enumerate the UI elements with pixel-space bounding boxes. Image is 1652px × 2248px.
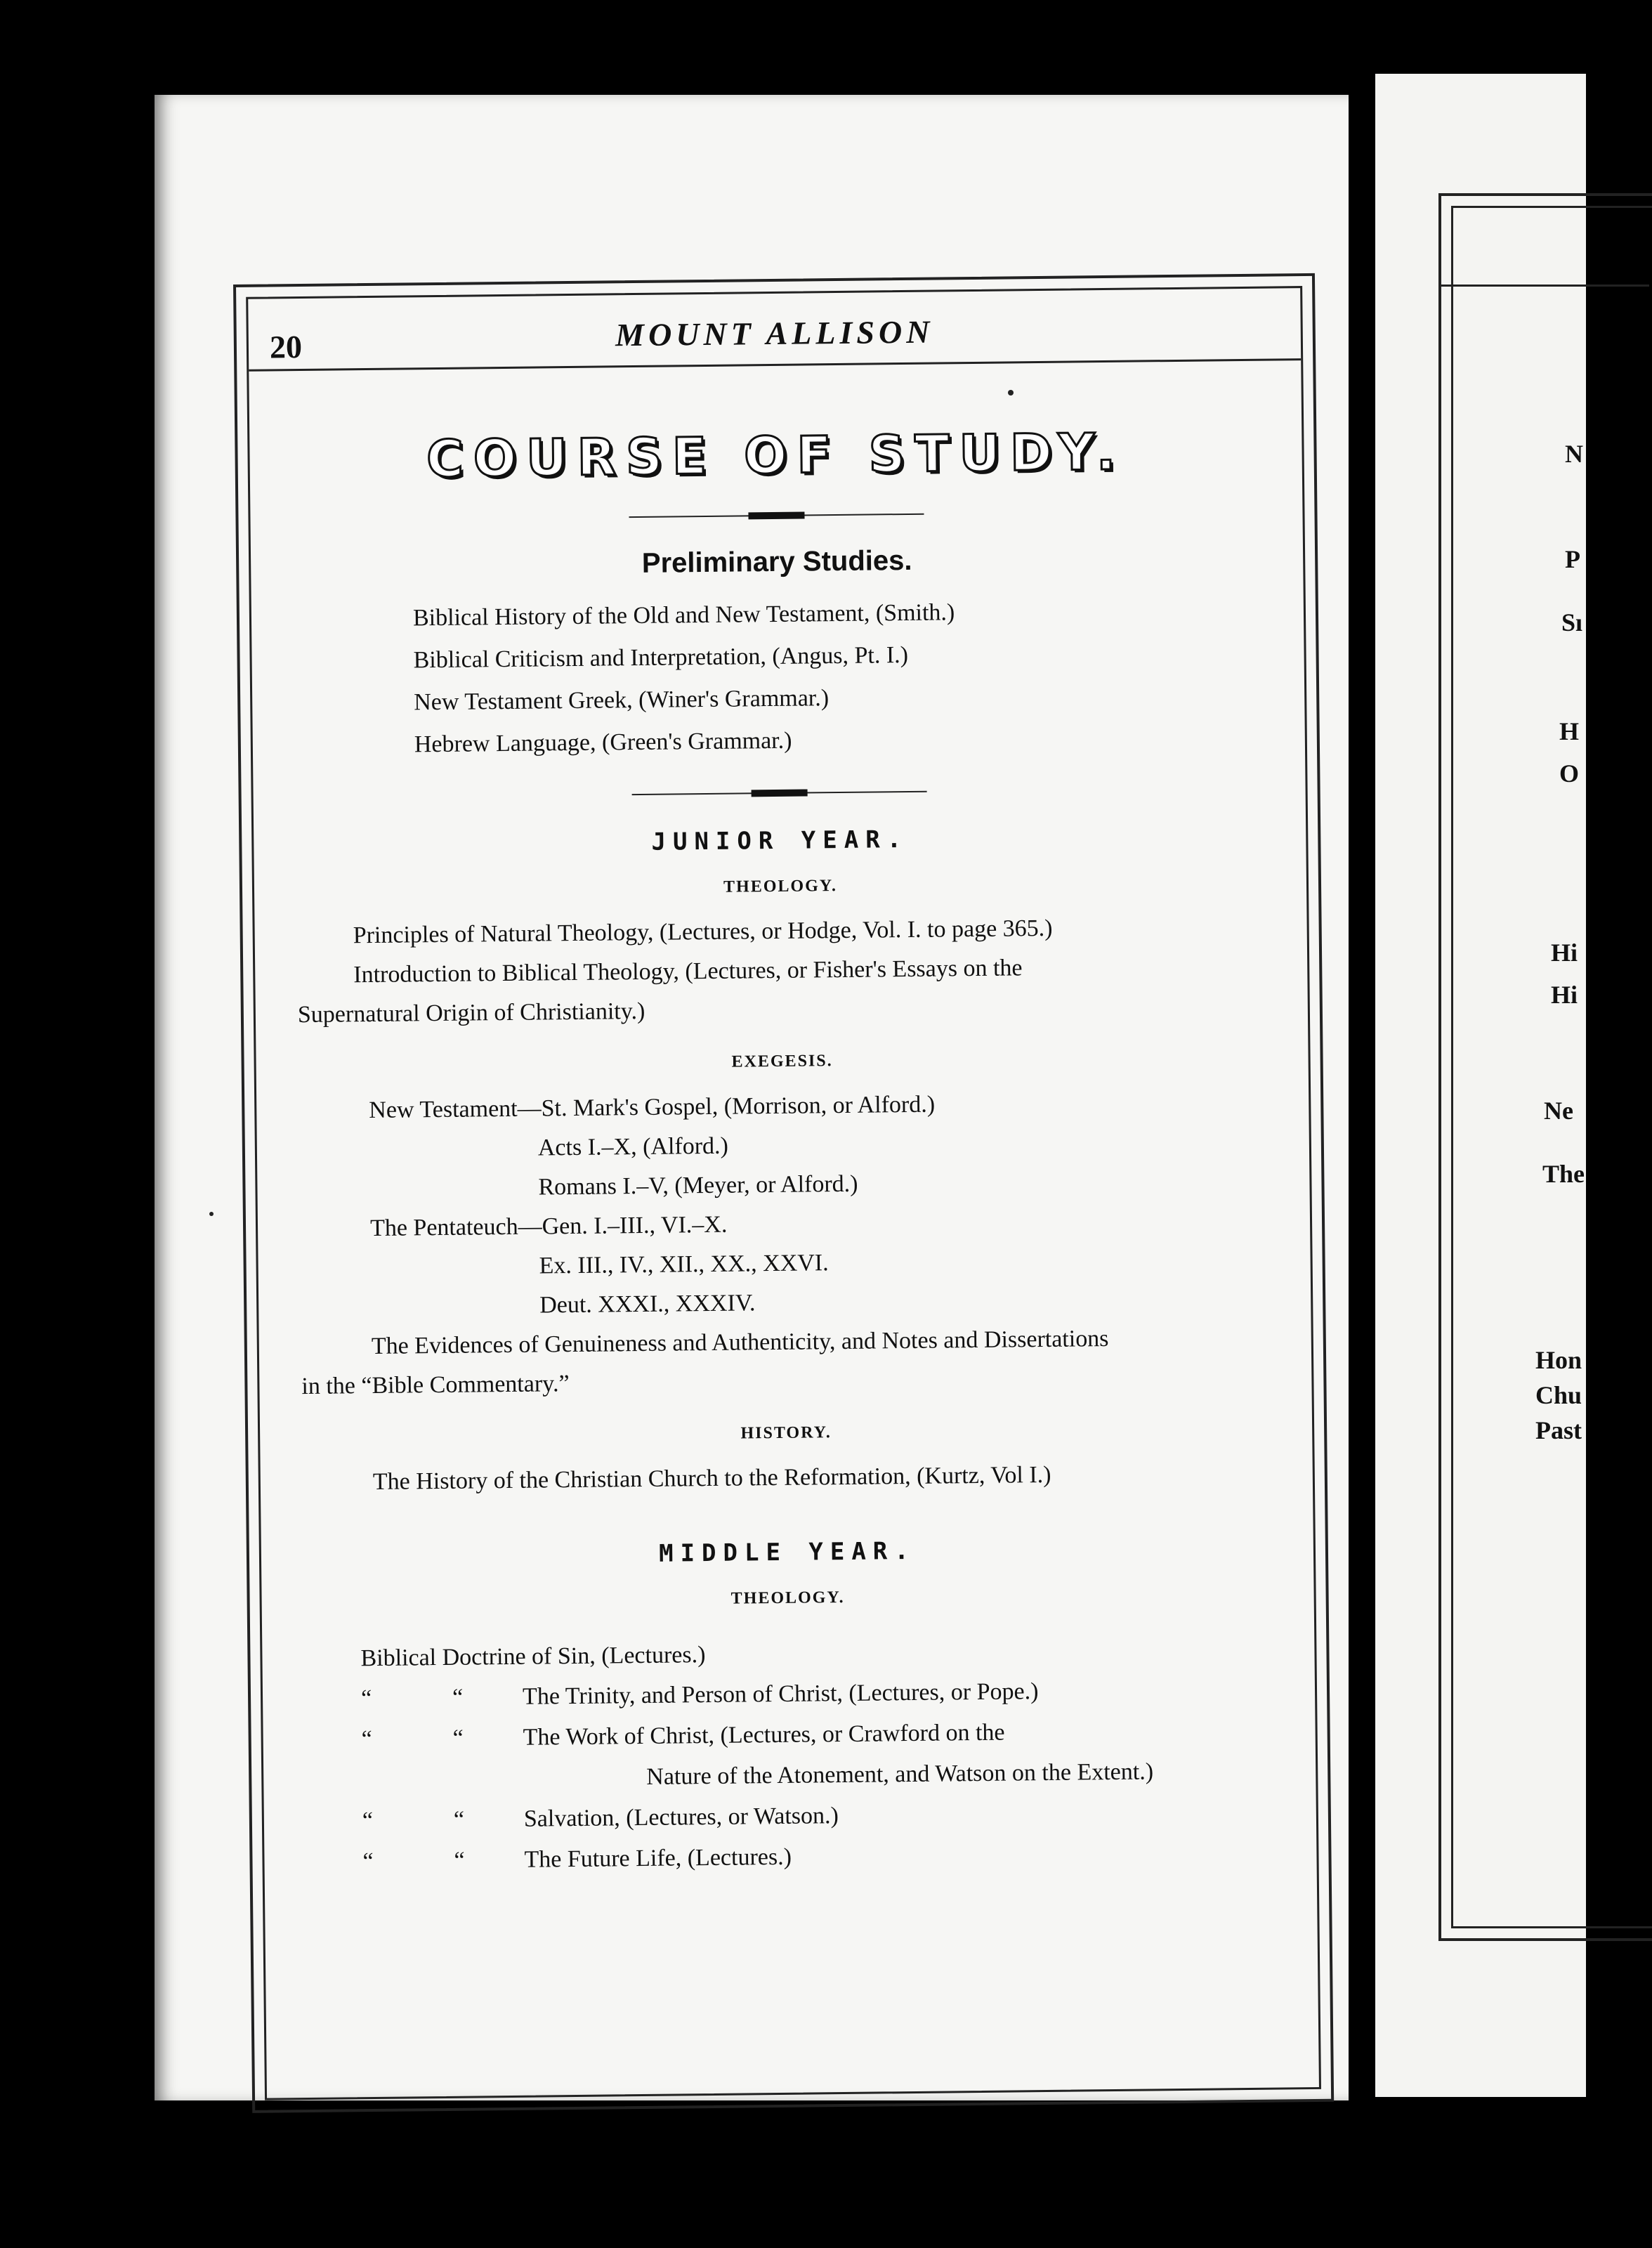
text-line: in the “Bible Commentary.” — [301, 1371, 570, 1400]
text-line: The Work of Christ, (Lectures, or Crawford on the — [523, 1719, 1005, 1751]
ditto-mark: “ — [362, 1848, 374, 1875]
ornament-divider — [632, 786, 927, 800]
preliminary-list — [251, 588, 1305, 768]
right-text-fragment: Chu — [1535, 1381, 1582, 1409]
right-text-fragment: O — [1559, 759, 1580, 788]
text-line: Supernatural Origin of Christianity.) — [297, 998, 645, 1028]
right-text-fragment: Hon — [1535, 1346, 1582, 1374]
ditto-mark: “ — [360, 1685, 372, 1712]
list-item: New Testament Greek, (Winer's Grammar.) — [414, 685, 830, 716]
junior-theology-text — [254, 906, 1308, 1035]
page-border — [233, 273, 1334, 2113]
page-number: 20 — [269, 328, 303, 365]
ditto-mark: “ — [454, 1847, 465, 1874]
right-text-fragment: N — [1565, 440, 1583, 468]
exegesis-heading: EXEGESIS. — [731, 1052, 833, 1071]
page-inner-border — [246, 286, 1321, 2100]
text-line: The Evidences of Genuineness and Authenticity, and Notes and Dissertations — [371, 1326, 1109, 1360]
text-line: The Trinity, and Person of Christ, (Lectures, or Pope.) — [522, 1678, 1039, 1710]
page-content — [249, 358, 1316, 1883]
text-line: Ex. III., IV., XII., XX., XXVI. — [539, 1250, 829, 1279]
preliminary-heading: Preliminary Studies. — [641, 544, 912, 579]
text-line: Salvation, (Lectures, or Watson.) — [523, 1803, 839, 1832]
text-line: Nature of the Atonement, and Watson on the Extent.) — [646, 1758, 1154, 1790]
right-running-rule — [1438, 285, 1649, 287]
ink-spot — [1008, 390, 1014, 396]
right-text-fragment: Ne — [1544, 1097, 1573, 1125]
text-line: The History of the Christian Church to the Reformation, (Kurtz, Vol I.) — [372, 1461, 1051, 1496]
history-heading: HISTORY. — [740, 1423, 832, 1443]
history-list — [261, 1453, 1313, 1503]
text-line: Introduction to Biblical Theology, (Lectures, or Fisher's Essays on the — [353, 955, 1023, 988]
right-page — [1375, 74, 1586, 2097]
running-head — [248, 288, 1301, 372]
ornament-divider — [629, 509, 924, 523]
text-line: Principles of Natural Theology, (Lectures, or Hodge, Vol. I. to page 365.) — [353, 915, 1053, 949]
nt-label: New Testament— — [369, 1095, 542, 1124]
junior-year-heading: JUNIOR YEAR. — [651, 825, 909, 856]
text-line: Gen. I.–III., VI.–X. — [542, 1211, 728, 1240]
ditto-mark: “ — [362, 1808, 374, 1834]
right-text-fragment: Hi — [1551, 939, 1578, 967]
right-text-fragment: Hi — [1551, 981, 1578, 1009]
exegesis-list — [256, 1081, 1312, 1407]
ditto-mark: “ — [453, 1806, 465, 1833]
middle-theology-list — [262, 1629, 1317, 1883]
text-line: The Future Life, (Lectures.) — [524, 1843, 792, 1873]
pentateuch-label: The Pentateuch— — [369, 1213, 542, 1242]
list-item: Hebrew Language, (Green's Grammar.) — [414, 727, 792, 758]
ditto-mark: “ — [452, 1725, 464, 1751]
right-text-fragment: P — [1565, 545, 1580, 573]
page-title: COURSE OF STUDY. — [426, 422, 1126, 489]
junior-theology-heading: THEOLOGY. — [723, 877, 838, 896]
text-line: Biblical Doctrine of Sin, (Lectures.) — [360, 1642, 706, 1672]
text-line: Romans I.–V, (Meyer, or Alford.) — [538, 1170, 858, 1201]
running-title: MOUNT ALLISON — [615, 313, 934, 353]
ditto-mark: “ — [452, 1684, 464, 1711]
text-line: Deut. XXXI., XXXIV. — [539, 1290, 756, 1319]
middle-theology-heading: THEOLOGY. — [730, 1588, 845, 1608]
right-text-fragment: H — [1559, 717, 1580, 745]
text-line: St. Mark's Gospel, (Morrison, or Alford.) — [541, 1091, 936, 1122]
right-page-border — [1438, 193, 1652, 1941]
right-text-fragment: The — [1542, 1160, 1585, 1188]
middle-year-heading: MIDDLE YEAR. — [658, 1536, 916, 1568]
list-item: Biblical Criticism and Interpretation, (Angus, Pt. I.) — [413, 641, 909, 674]
ditto-mark: “ — [361, 1726, 372, 1753]
right-text-fragment: Past — [1535, 1416, 1582, 1444]
ink-spot — [209, 1212, 214, 1216]
left-page — [155, 95, 1349, 2100]
list-item: Biblical History of the Old and New Testament, (Smith.) — [412, 599, 955, 632]
text-line: Acts I.–X, (Alford.) — [537, 1132, 729, 1161]
right-text-fragment: Sı — [1561, 608, 1583, 636]
